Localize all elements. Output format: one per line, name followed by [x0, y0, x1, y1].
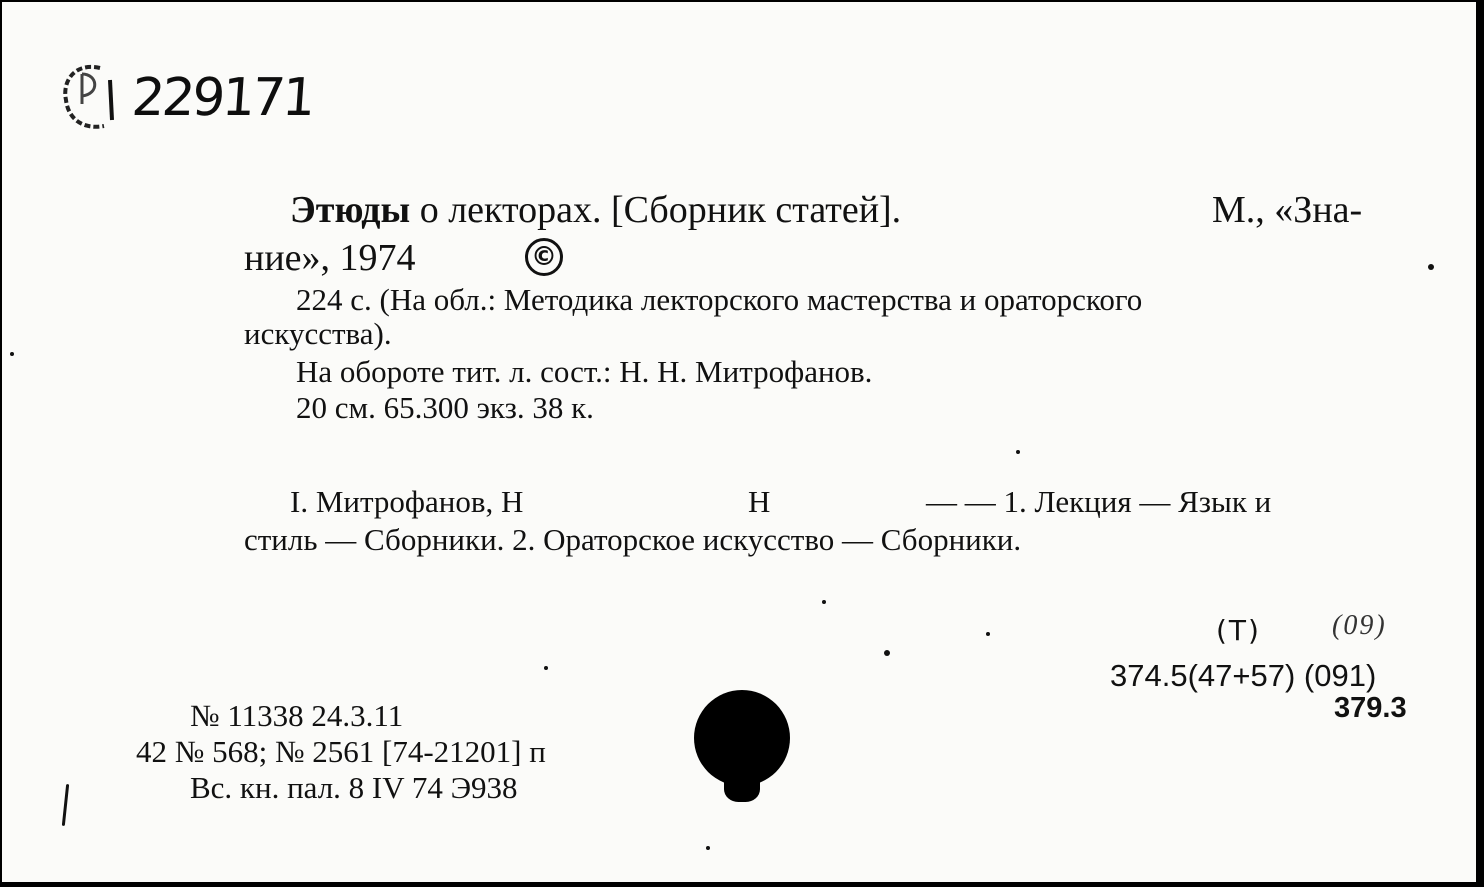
handwritten-class-1: (Т): [1216, 614, 1261, 647]
record-number-2: 42 № 568; № 2561 [74-21201] п: [136, 734, 546, 769]
speck: [1428, 264, 1434, 270]
speck: [822, 600, 826, 604]
copyright-icon: ©: [525, 238, 563, 276]
classification-code-bold: 379.3: [1334, 692, 1407, 724]
inventory-number: 229171: [129, 68, 315, 128]
physical-description: 20 см. 65.300 экз. 38 к.: [296, 390, 594, 425]
subjects-a: I. Митрофанов, Н: [290, 484, 524, 519]
publisher-year: ние», 1974: [244, 237, 416, 279]
pages-note-cont: искусства).: [244, 316, 392, 351]
compiler-note: На обороте тит. л. сост.: Н. Н. Митрофанов.: [296, 354, 873, 389]
speck: [1016, 450, 1020, 454]
speck: [706, 846, 710, 850]
speck: [10, 352, 14, 356]
pencil-stroke: [62, 784, 69, 826]
speck: [544, 666, 548, 670]
title-rest: о лекторах. [Сборник статей].: [419, 189, 902, 231]
subjects-line2: стиль — Сборники. 2. Ораторское искусство — Сборники.: [244, 522, 1022, 557]
punch-hole-tail: [724, 770, 760, 802]
speck: [986, 632, 990, 636]
title-bold: Этюды: [290, 189, 411, 231]
publisher: М., «Зна-: [1212, 189, 1363, 231]
library-stamp-icon: [60, 60, 116, 136]
speck: [884, 650, 890, 656]
record-number-3: Вс. кн. пал. 8 IV 74 Э938: [190, 770, 518, 805]
subjects-b: Н: [748, 484, 771, 519]
title-line: [290, 188, 901, 232]
catalog-card: [2, 2, 1476, 882]
subjects-line1: [290, 484, 1272, 520]
subjects-c: — — 1. Лекция — Язык и: [926, 484, 1272, 519]
handwritten-class-2: (09): [1332, 610, 1387, 641]
classification-code: 374.5(47+57) (091): [1110, 658, 1377, 693]
record-number: № 11338 24.3.11: [190, 698, 404, 733]
pages-note: 224 с. (На обл.: Методика лекторского мастерства и ораторского: [296, 282, 1143, 317]
